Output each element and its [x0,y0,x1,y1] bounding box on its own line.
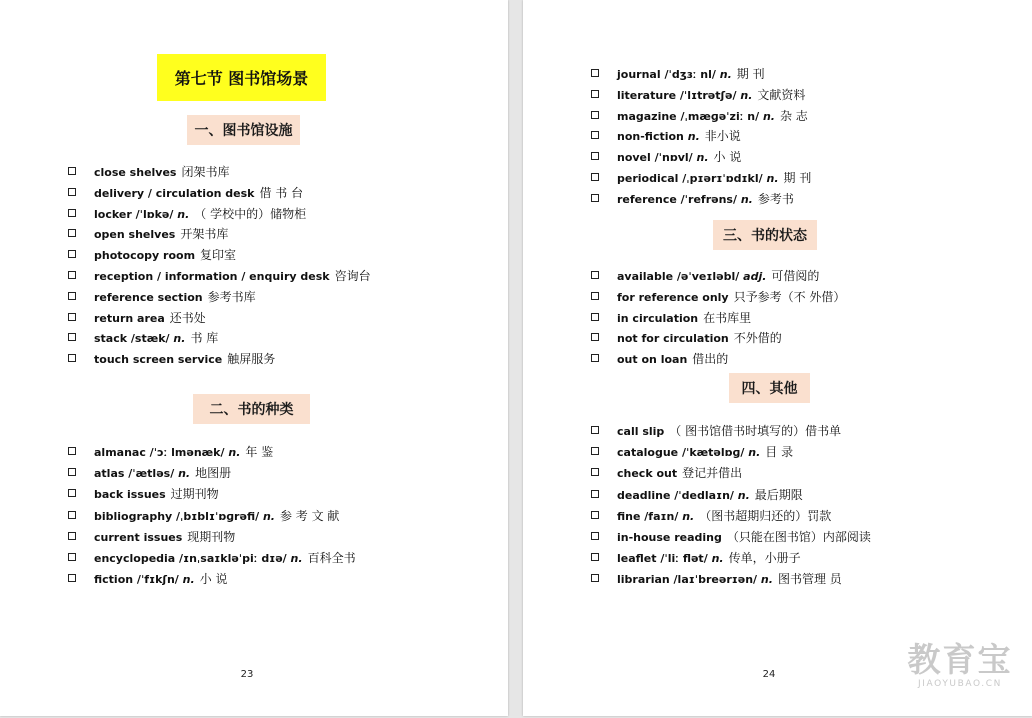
checkbox-icon[interactable] [68,271,76,279]
term-text: touch screen service [94,353,223,367]
term-line [94,224,228,246]
checkbox-icon[interactable] [591,69,599,77]
checkbox-icon[interactable] [591,468,599,476]
list-item [591,506,1021,527]
part-of-speech: n. [290,551,303,565]
term-line [617,328,782,350]
term-text: available /əˈveɪləbl/ [617,270,740,283]
list-item [68,349,498,370]
term-line [94,183,303,205]
term-text: for reference only [617,290,729,304]
part-of-speech: n. [719,68,732,81]
term-line [94,442,273,463]
term-line [94,287,256,309]
term-line [617,548,801,569]
term-text: open shelves [94,228,176,242]
term-text: journal /ˈdʒɜː nl/ [617,68,716,81]
term-text: close shelves [94,166,177,179]
chinese-meaning: 在书库里 [703,310,752,325]
part-of-speech: n. [182,573,195,587]
part-of-speech: n. [682,509,695,523]
list-item [68,287,498,308]
term-text: locker /ˈlɒkə/ [94,207,174,221]
list-item [591,463,1021,484]
term-text: reference /ˈrefrəns/ [617,192,737,206]
checkbox-icon[interactable] [591,574,599,582]
chinese-meaning: 目 录 [765,445,794,460]
book-types-list-continued [591,64,1021,210]
term-text: current issues [94,530,183,544]
term-line [617,569,842,590]
chinese-meaning: 传单，小册子 [728,551,801,566]
term-text: out on loan [617,353,688,367]
term-line [617,527,871,548]
checkbox-icon[interactable] [591,313,599,321]
checkbox-icon[interactable] [68,313,76,321]
watermark [901,642,1019,690]
list-item [591,308,1021,329]
part-of-speech: n. [696,151,709,165]
checkbox-icon[interactable] [591,90,599,98]
term-text: bibliography /ˌbɪblɪˈɒɡrəfi/ [94,509,260,523]
chinese-meaning: 不外借的 [733,331,782,346]
term-text: in circulation [617,311,699,325]
checkbox-icon[interactable] [68,209,76,217]
checkbox-icon[interactable] [591,333,599,341]
chinese-meaning: 地图册 [195,466,232,481]
term-line [94,162,230,184]
term-text: back issues [94,488,166,502]
chinese-meaning: 图书管理 员 [777,572,842,587]
term-line [617,442,793,463]
term-text: reception / information / enquiry desk [94,269,330,283]
list-item [591,328,1021,349]
term-text: literature /ˈlɪtrətʃə/ [617,88,737,102]
checkbox-icon[interactable] [591,131,599,139]
checkbox-icon[interactable] [68,292,76,300]
checkbox-icon[interactable] [68,229,76,237]
term-text: in-house reading [617,530,722,544]
chinese-meaning: 杂 志 [779,108,808,123]
checkbox-icon[interactable] [68,553,76,561]
checkbox-icon[interactable] [68,489,76,497]
chinese-meaning: 只予参考（不 外借） [733,289,846,304]
checkbox-icon[interactable] [68,188,76,196]
term-line [617,287,845,309]
section-heading-book-status: 三、书的状态 [713,220,817,250]
checkbox-icon[interactable] [591,111,599,119]
list-item [68,308,498,329]
list-item [68,245,498,266]
part-of-speech: n. [228,446,241,459]
book-types-list [68,442,498,590]
term-text: encyclopedia /ɪnˌsaɪkləˈpiː dɪə/ [94,551,287,565]
term-line [617,463,742,484]
checkbox-icon[interactable] [68,167,76,175]
checkbox-icon[interactable] [68,447,76,455]
others-list [591,421,1021,591]
watermark-url: JIAOYUBAO.CN [918,679,1002,689]
page-right [523,0,1032,716]
chinese-meaning: 年 鉴 [245,445,274,459]
chinese-meaning: 借 书 台 [259,185,304,200]
checkbox-icon[interactable] [68,511,76,519]
list-item [591,569,1021,590]
part-of-speech: n. [740,192,753,206]
chinese-meaning: 参考书 [757,191,794,206]
chinese-meaning: 期 刊 [783,170,812,185]
term-line [617,168,811,190]
chinese-meaning: 登记并借出 [682,466,743,481]
term-line [94,569,228,590]
term-line [617,64,765,86]
term-text: atlas /ˈætləs/ [94,467,175,481]
list-item [591,548,1021,569]
checkbox-icon[interactable] [591,532,599,540]
part-of-speech: n. [737,488,750,502]
list-item [591,126,1021,147]
list-item [68,224,498,245]
list-item [591,485,1021,506]
list-item [68,162,498,183]
list-item [68,463,498,484]
term-text: photocopy room [94,249,196,263]
term-line [617,308,751,330]
term-text: novel /ˈnɒvl/ [617,151,693,165]
list-item [591,85,1021,106]
term-line [617,85,805,107]
list-item [68,527,498,548]
term-line [94,266,371,288]
list-item [591,106,1021,127]
chinese-meaning: 复印室 [200,248,237,263]
checkbox-icon[interactable] [591,354,599,362]
term-line [94,349,275,371]
chapter-title: 第七节 图书馆场景 [157,54,326,101]
term-line [94,484,219,505]
checkbox-icon[interactable] [591,426,599,434]
section-heading-book-types: 二、书的种类 [193,394,310,424]
list-item [591,421,1021,442]
chinese-meaning: 百科全书 [307,550,356,565]
chinese-meaning: （图书超期归还的）罚款 [699,508,832,523]
chinese-meaning: 期 刊 [736,67,765,81]
term-text: magazine /ˌmæɡəˈziː n/ [617,109,760,123]
term-text: check out [617,467,678,481]
list-item [68,183,498,204]
chinese-meaning: 小 说 [199,572,228,587]
chinese-meaning: 参 考 文 献 [279,508,340,523]
checkbox-icon[interactable] [591,194,599,202]
checkbox-icon[interactable] [68,354,76,362]
chinese-meaning: 开架书库 [180,227,229,242]
part-of-speech: adj. [743,270,767,283]
term-line [617,421,841,442]
checkbox-icon[interactable] [591,173,599,181]
term-text: fiction /ˈfɪkʃn/ [94,573,179,587]
list-item [591,442,1021,463]
chinese-meaning: 还书处 [169,310,206,325]
list-item [68,328,498,349]
term-text: reference section [94,290,203,304]
part-of-speech: n. [760,573,773,587]
checkbox-icon[interactable] [68,468,76,476]
page-number: 24 [762,669,776,680]
chinese-meaning: 现期刊物 [187,529,236,544]
chinese-meaning: 过期刊物 [170,487,219,502]
checkbox-icon[interactable] [591,152,599,160]
list-item [591,147,1021,168]
checkbox-icon[interactable] [68,250,76,258]
term-text: almanac /ˈɔː lmənæk/ [94,446,225,459]
list-item [68,442,498,463]
term-text: periodical /ˌpɪərɪˈɒdɪkl/ [617,171,763,185]
term-line [94,204,306,226]
list-item [591,349,1021,370]
term-line [617,147,741,169]
checkbox-icon[interactable] [68,574,76,582]
checkbox-icon[interactable] [591,511,599,519]
part-of-speech: n. [740,88,753,102]
part-of-speech: n. [687,130,700,144]
term-line [617,266,819,288]
chinese-meaning: 闭架书库 [181,165,230,179]
chinese-meaning: 参考书库 [207,289,256,304]
term-line [94,308,206,330]
chinese-meaning: 非小说 [704,129,741,144]
checkbox-icon[interactable] [591,271,599,279]
facilities-list [68,162,498,370]
part-of-speech: n. [766,171,779,185]
part-of-speech: n. [711,552,724,566]
checkbox-icon[interactable] [591,447,599,455]
part-of-speech: n. [762,109,775,123]
term-line [94,527,235,548]
part-of-speech: n. [173,332,186,346]
term-line [617,126,741,148]
page-left [0,0,508,716]
term-line [617,106,808,128]
book-status-list [591,266,1021,370]
page-number: 23 [240,669,254,680]
chinese-meaning: 咨询台 [334,268,371,283]
list-item [591,168,1021,189]
watermark-logo: 教育宝 [907,640,1013,679]
part-of-speech: n. [748,446,761,460]
term-text: deadline /ˈdedlaɪn/ [617,488,734,502]
term-line [94,328,218,350]
term-line [94,548,356,569]
list-item [68,266,498,287]
term-text: non-fiction [617,130,684,144]
checkbox-icon[interactable] [591,553,599,561]
section-heading-others: 四、其他 [729,373,810,403]
term-text: catalogue /ˈkætəlɒɡ/ [617,446,745,460]
term-text: delivery / circulation desk [94,186,255,200]
term-line [94,463,231,484]
term-text: leaflet /ˈliː flət/ [617,552,708,566]
list-item [68,548,498,569]
list-item [68,506,498,527]
part-of-speech: n. [178,467,191,481]
chinese-meaning: 小 说 [713,150,742,165]
term-line [617,349,728,371]
term-line [617,506,831,527]
term-line [617,189,794,211]
term-text: call slip [617,425,665,438]
chinese-meaning: （ 图书馆借书时填写的）借书单 [669,424,842,438]
chinese-meaning: 借出的 [692,352,729,367]
chinese-meaning: 可借阅的 [771,269,820,283]
section-heading-facilities: 一、图书馆设施 [187,115,300,145]
term-text: return area [94,311,165,325]
part-of-speech: n. [262,509,275,523]
term-line [617,485,803,506]
list-item [591,266,1021,287]
list-item [68,569,498,590]
term-line [94,506,339,527]
term-line [94,245,236,267]
chinese-meaning: 最后期限 [754,487,803,502]
chinese-meaning: 文献资料 [757,87,806,102]
term-text: librarian /laɪˈbreərɪən/ [617,573,758,587]
list-item [68,484,498,505]
list-item [591,287,1021,308]
chinese-meaning: 触屏服务 [227,352,276,367]
chinese-meaning: （只能在图书馆）内部阅读 [726,529,871,544]
chinese-meaning: （ 学校中的）储物柜 [194,206,307,221]
part-of-speech: n. [177,207,190,221]
checkbox-icon[interactable] [68,532,76,540]
term-text: stack /stæk/ [94,332,170,346]
checkbox-icon[interactable] [591,292,599,300]
term-text: fine /faɪn/ [617,509,679,523]
list-item [591,64,1021,85]
list-item [591,189,1021,210]
checkbox-icon[interactable] [591,490,599,498]
chinese-meaning: 书 库 [190,331,219,346]
list-item [68,204,498,225]
term-text: not for circulation [617,332,729,346]
list-item [591,527,1021,548]
checkbox-icon[interactable] [68,333,76,341]
